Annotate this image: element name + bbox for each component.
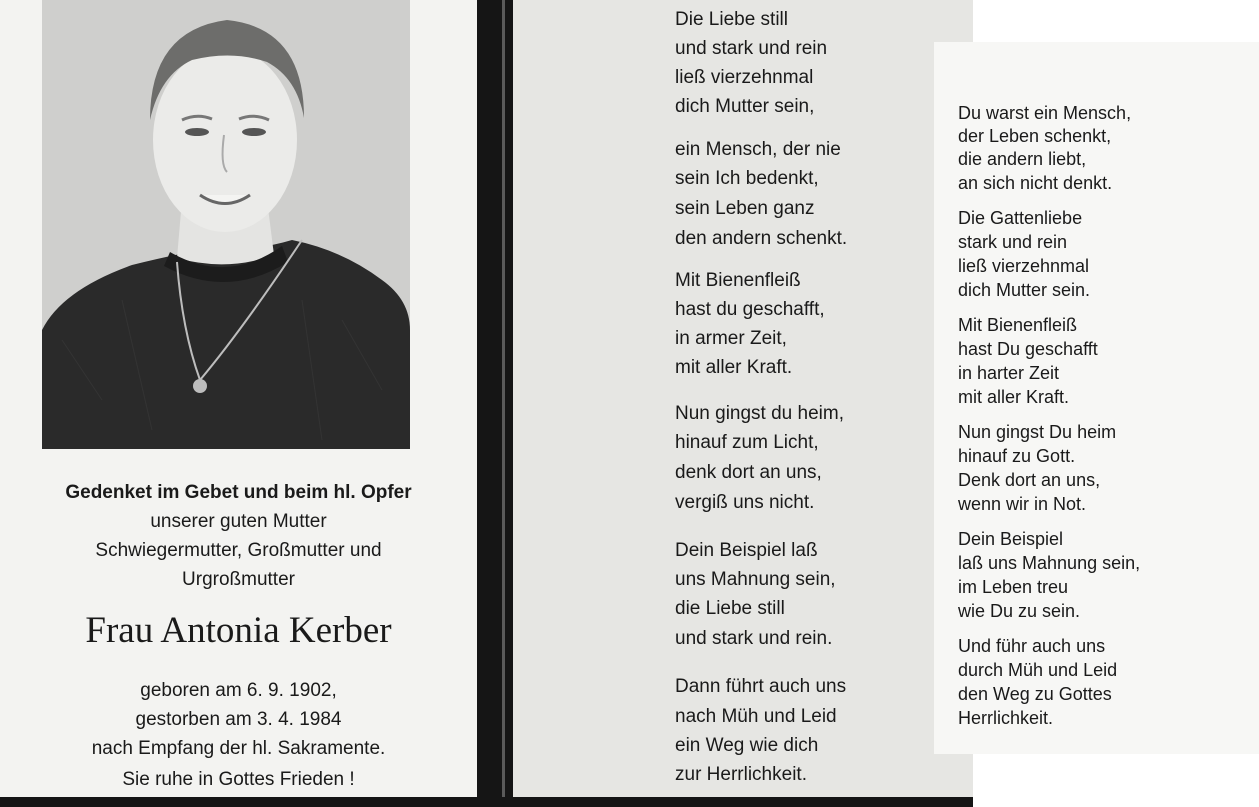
poem-line: in armer Zeit,	[675, 328, 787, 349]
poem-line: hinauf zu Gott.	[958, 446, 1076, 466]
poem-line: ließ vierzehnmal	[675, 67, 814, 88]
poem-line: der Leben schenkt,	[958, 126, 1112, 146]
poem-line: dich Mutter sein,	[675, 96, 815, 117]
fold-edge	[502, 0, 505, 807]
poem-line: Dein Beispiel	[958, 529, 1064, 549]
poem-line: laß uns Mahnung sein,	[958, 553, 1141, 573]
portrait-photo	[42, 0, 410, 449]
poem-line: ein Weg wie dich	[675, 735, 819, 756]
poem-line: durch Müh und Leid	[958, 660, 1118, 680]
poem-line: Dann führt auch uns	[675, 676, 847, 697]
poem-line: mit aller Kraft.	[958, 387, 1070, 407]
poem-line: stark und rein	[958, 232, 1068, 252]
sacraments-note: nach Empfang der hl. Sakramente.	[91, 738, 386, 759]
death-date: gestorben am 3. 4. 1984	[135, 709, 342, 730]
memorial-card-front	[0, 0, 477, 807]
poem-line: Die Gattenliebe	[958, 208, 1083, 228]
poem-line: und stark und rein	[675, 38, 828, 59]
scan-bottom-border	[0, 797, 973, 807]
poem-line: nach Müh und Leid	[675, 706, 837, 727]
poem-line: sein Leben ganz	[675, 198, 815, 219]
poem-line: Nun gingst du heim,	[675, 403, 844, 424]
poem-line: Herrlichkeit.	[958, 708, 1054, 728]
poem-line: vergiß uns nicht.	[675, 492, 815, 513]
poem-line: wie Du zu sein.	[958, 601, 1081, 621]
poem-line: ein Mensch, der nie	[675, 139, 841, 160]
poem-line: hast du geschafft,	[675, 299, 825, 320]
poem-line: und stark und rein.	[675, 628, 833, 649]
poem-line: Mit Bienenfleiß	[675, 270, 801, 291]
poem-line: Mit Bienenfleiß	[958, 315, 1078, 335]
poem-line: sein Ich bedenkt,	[675, 168, 819, 189]
poem-line: die Liebe still	[675, 598, 785, 619]
poem-line: wenn wir in Not.	[958, 494, 1087, 514]
poem-line: Du warst ein Mensch,	[958, 103, 1132, 123]
poem-line: ließ vierzehnmal	[958, 256, 1090, 276]
poem-line: mit aller Kraft.	[675, 357, 793, 378]
portrait-image	[42, 0, 410, 449]
poem-line: Dein Beispiel laß	[675, 540, 818, 561]
poem-line: Und führ auch uns	[958, 636, 1106, 656]
poem-line: uns Mahnung sein,	[675, 569, 836, 590]
relation-line-3: Urgroßmutter	[182, 569, 295, 590]
poem-line: Nun gingst Du heim	[958, 422, 1117, 442]
poem-line: in harter Zeit	[958, 363, 1060, 383]
card-fold-divider	[477, 0, 513, 807]
poem-line: den Weg zu Gottes	[958, 684, 1112, 704]
poem-line: hast Du geschafft	[958, 339, 1098, 359]
poem-line: hinauf zum Licht,	[675, 432, 819, 453]
poem-line: Die Liebe still	[675, 9, 788, 30]
poem-line: Denk dort an uns,	[958, 470, 1101, 490]
relation-line-2: Schwiegermutter, Großmutter und	[95, 540, 382, 561]
poem-line: die andern liebt,	[958, 149, 1087, 169]
birth-date: geboren am 6. 9. 1902,	[140, 680, 337, 701]
poem-line: den andern schenkt.	[675, 228, 848, 249]
poem-line: an sich nicht denkt.	[958, 173, 1113, 193]
poem-line: denk dort an uns,	[675, 462, 822, 483]
rest-in-peace: Sie ruhe in Gottes Frieden !	[122, 769, 355, 790]
relation-line-1: unserer guten Mutter	[150, 511, 327, 532]
prayer-request: Gedenket im Gebet und beim hl. Opfer	[65, 482, 412, 503]
poem-line: zur Herrlichkeit.	[675, 764, 807, 785]
poem-line: im Leben treu	[958, 577, 1069, 597]
deceased-name: Frau Antonia Kerber	[85, 610, 392, 651]
poem-line: dich Mutter sein.	[958, 280, 1091, 300]
